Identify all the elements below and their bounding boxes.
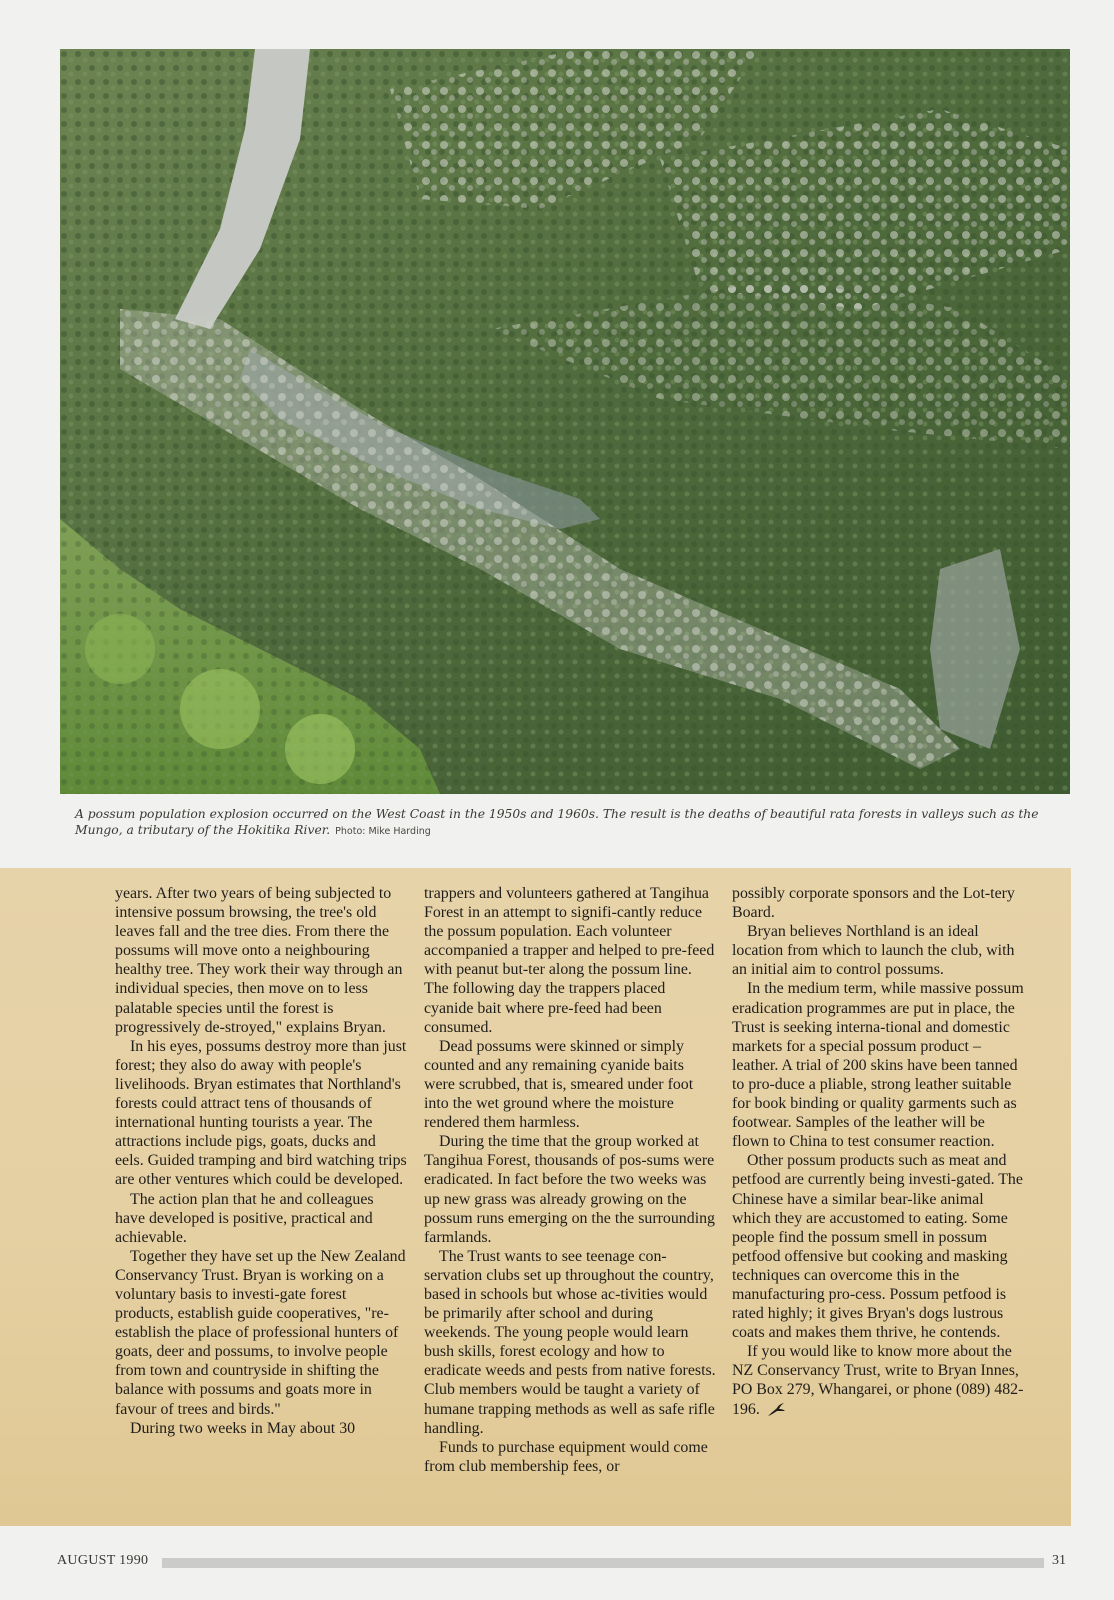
- article-column-2: [424, 884, 716, 1476]
- article-body: [0, 868, 1071, 1526]
- paragraph: In his eyes, possums destroy more than just forest; they also do away with people's livelihoods. Bryan estimates that Northland's forests could attract tens of thousands of international hunting tourists a year. The attractions include pigs, goats, ducks and eels. Guided tramping and bird watching trips are other ventures which could be developed.: [115, 1037, 407, 1189]
- footer-rule: [162, 1558, 1044, 1568]
- paragraph: Dead possums were skinned or simply counted and any remaining cyanide baits were scrubbed, that is, smeared under foot into the wet ground where the moisture rendered them harmless.: [424, 1037, 694, 1132]
- paragraph-text: If you would like to know more about the NZ Conservancy Trust, write to Bryan Innes, PO Box 279, Whangarei, or phone (089) 482-196.: [732, 1343, 1024, 1418]
- page-footer: [0, 1548, 1114, 1578]
- photo-caption: [75, 806, 1065, 840]
- page-number: 31: [1052, 1553, 1066, 1568]
- paragraph: The action plan that he and colleagues have developed is positive, practical and achievable.: [115, 1190, 374, 1246]
- paragraph: possibly corporate sponsors and the Lot-tery Board.: [732, 885, 1015, 922]
- article-column-3: [732, 884, 1024, 1419]
- issue-date: AUGUST 1990: [57, 1553, 149, 1568]
- article-column-1: [115, 884, 407, 1438]
- paragraph: Together they have set up the New Zealand Conservancy Trust. Bryan is working on a voluntary basis to investi-gate forest products, establish guide cooperatives, "re-establish the place of professional hunters of goats, deer and possums, to involve people from town and countryside in shifting the balance with possums and goats more in favour of trees and birds.": [115, 1247, 406, 1418]
- valley-forest-photo: [60, 49, 1070, 794]
- photo-credit: Photo: Mike Harding: [335, 826, 431, 837]
- paragraph: trappers and volunteers gathered at Tangihua Forest in an attempt to signifi-cantly reduce the possum population. Each volunteer accompanied a trapper and helped to pre-feed with peanut but-ter along the possum line. The following day the trappers placed cyanide bait where pre-feed had been consumed.: [424, 885, 715, 1036]
- paragraph: Bryan believes Northland is an ideal location from which to launch the club, with an initial aim to control possums.: [732, 923, 1015, 979]
- paragraph: The Trust wants to see teenage con-servation clubs set up throughout the country, based in schools but whose ac-tivities would be primarily after school and during weekends. The young people would learn bush skills, forest ecology and how to eradicate weeds and pests from native forests. Club members would be taught a variety of humane trapping methods as well as safe rifle handling.: [424, 1247, 716, 1437]
- paragraph: During the time that the group worked at Tangihua Forest, thousands of pos-sums were eradicated. In fact before the two weeks was up new grass was already growing on the possum runs emerging on the the surrounding farmlands.: [424, 1133, 716, 1246]
- caption-text: A possum population explosion occurred on the West Coast in the 1950s and 1960s. The result is the deaths of beautiful rata forests in valleys such as the Mungo, a tributary of the Hokitika River.: [75, 807, 1039, 837]
- paragraph: Other possum products such as meat and petfood are currently being investi-gated. The Chinese have a similar bear-like animal which they are accustomed to eating. Some people find the possum smell in possum petfood offensive but cooking and masking techniques can overcome this in the manufacturing pro-cess. Possum petfood is rated highly; it gives Bryan's dogs lustrous coats and makes them thrive, he contends.: [732, 1152, 1023, 1342]
- paragraph: years. After two years of being subjected to intensive possum browsing, the tree's old leaves fall and the tree dies. From there the possums will move onto a neighbouring healthy tree. They work their way through an individual species, then move on to less palatable species until the forest is progressively de-stroyed," explains Bryan.: [115, 885, 403, 1036]
- paragraph: During two weeks in May about 30: [130, 1419, 356, 1437]
- paragraph: Funds to purchase equipment would come from club membership fees, or: [424, 1438, 708, 1475]
- bird-end-mark-icon: [766, 1402, 786, 1418]
- paragraph-last: [732, 1342, 1024, 1418]
- paragraph: In the medium term, while massive possum eradication programmes are put in place, the Trust is seeking interna-tional and domestic markets for a special possum product – leather. A trial of 200 skins have been tanned to pro-duce a pliable, strong leather suitable for book binding or quality garments such as footwear. Samples of the leather will be flown to China to test consumer reaction.: [732, 980, 1024, 1151]
